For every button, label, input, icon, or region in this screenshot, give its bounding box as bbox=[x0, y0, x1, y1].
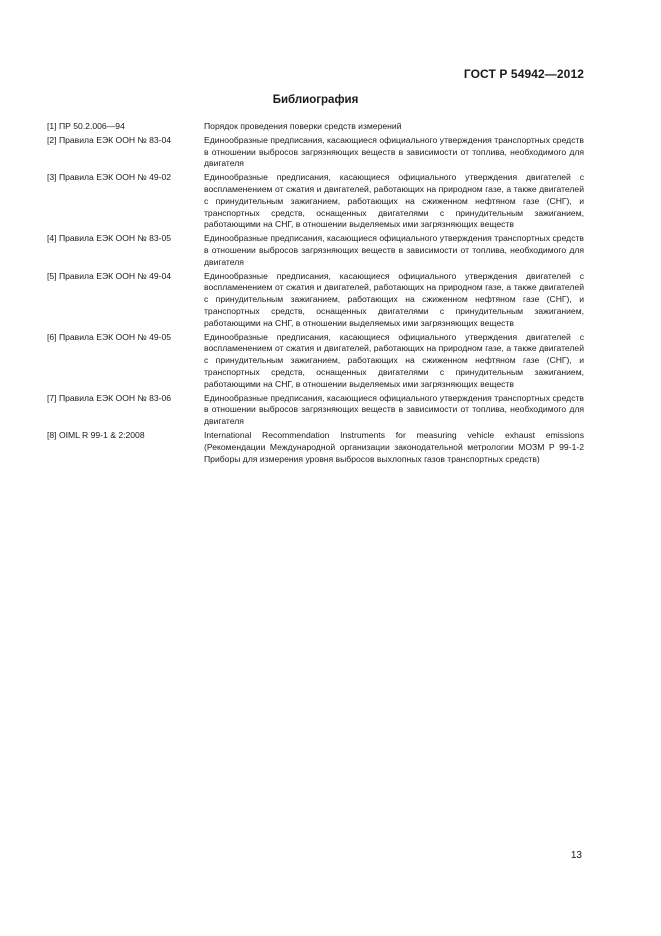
bibliography-entry-label: [6] Правила ЕЭК ООН № 49-05 bbox=[47, 331, 172, 342]
document-code: ГОСТ Р 54942—2012 bbox=[463, 67, 584, 81]
bibliography-entry-label: [8] OIML R 99-1 & 2:2008 bbox=[47, 429, 145, 440]
bibliography-entry-text: Порядок проведения поверки средств измерений bbox=[204, 121, 402, 131]
page-number: 13 bbox=[570, 850, 582, 861]
bibliography-entry-text: Единообразные предписания, касающиеся официального утверждения транспортных средств в отношении выбросов загрязняющих веществ в зависимости от топлива, необходимого для двигателя bbox=[204, 134, 584, 169]
bibliography-entry-label: [3] Правила ЕЭК ООН № 49-02 bbox=[47, 172, 172, 183]
bibliography-entry bbox=[47, 135, 584, 170]
bibliography-entry bbox=[47, 233, 584, 268]
bibliography-title: Библиография bbox=[272, 94, 359, 106]
bibliography-entry-text: International Recommendation Instruments for measuring vehicle exhaust emissions (Рекомендации Международной организации законодательной метрологии МОЗМ Р 99-1-2 Приборы для измерения уровня выбросов выхлопных газов транспортных средств) bbox=[204, 429, 584, 464]
bibliography-entry bbox=[47, 271, 584, 330]
bibliography-list bbox=[47, 121, 584, 467]
bibliography-entry-label: [1] ПР 50.2.006—94 bbox=[47, 121, 125, 131]
bibliography-entry bbox=[47, 121, 584, 133]
bibliography-entry-label: [2] Правила ЕЭК ООН № 83-04 bbox=[47, 134, 172, 145]
bibliography-entry-label: [5] Правила ЕЭК ООН № 49-04 bbox=[47, 270, 172, 281]
bibliography-entry-label: [4] Правила ЕЭК ООН № 83-05 bbox=[47, 233, 172, 244]
bibliography-entry bbox=[47, 430, 584, 465]
bibliography-entry bbox=[47, 393, 584, 428]
bibliography-entry-text: Единообразные предписания, касающиеся официального утверждения транспортных средств в отношении выбросов загрязняющих веществ в зависимости от топлива, необходимого для двигателя bbox=[204, 233, 584, 267]
bibliography-entry bbox=[47, 332, 584, 391]
bibliography-entry-text: Единообразные предписания, касающиеся официального утверждения двигателей с воспламенением от сжатия и двигателей, работающих на природном газе, а также двигателей с принудительным зажиганием, работающих на сжиженном нефтяном газе (СНГ), и транспортных средств, оснащенных двигателями с принудительным зажиганием, работающими на СНГ, в отношении выделяемых ими загрязняющих веществ bbox=[204, 270, 584, 328]
bibliography-entry-text: Единообразные предписания, касающиеся официального утверждения транспортных средств в отношении выбросов загрязняющих веществ в зависимости от топлива, необходимого для двигателя bbox=[204, 392, 584, 427]
bibliography-entry-text: Единообразные предписания, касающиеся официального утверждения двигателей с воспламенением от сжатия и двигателей, работающих на природном газе, а также двигателей с принудительным зажиганием, работающих на сжиженном нефтяном газе (СНГ), и транспортных средств, оснащенных двигателями с принудительным зажиганием, работающими на СНГ, в отношении выделяемых ими загрязняющих веществ bbox=[204, 331, 584, 389]
bibliography-entry-text: Единообразные предписания, касающиеся официального утверждения двигателей с воспламенением от сжатия и двигателей, работающих на природном газе, а также двигателей с принудительным зажиганием, работающих на сжиженном нефтяном газе (СНГ), и транспортных средств, оснащенных двигателями с принудительным зажиганием, работающими на СНГ, в отношении выделяемых ими загрязняющих веществ bbox=[204, 172, 584, 230]
bibliography-entry bbox=[47, 172, 584, 231]
bibliography-entry-label: [7] Правила ЕЭК ООН № 83-06 bbox=[47, 392, 172, 403]
